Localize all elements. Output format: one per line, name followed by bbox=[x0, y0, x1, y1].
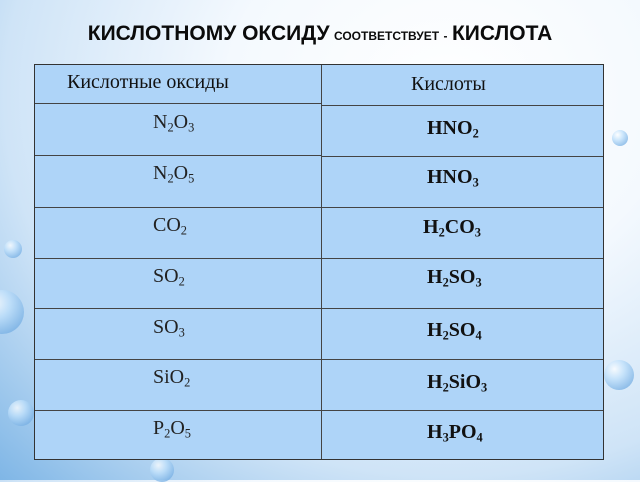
oxide-cell: $N_2O_5$ bbox=[153, 162, 195, 186]
header-oxides: Кислотные оксиды bbox=[67, 71, 229, 93]
decor-bubble bbox=[8, 400, 34, 426]
title-part-2: СООТВЕТСТВУЕТ bbox=[333, 29, 440, 43]
row-divider bbox=[321, 359, 603, 360]
title-part-1: КИСЛОТНОМУ ОКСИДУ bbox=[87, 22, 330, 45]
oxide-cell: $SO_3$ bbox=[153, 316, 185, 340]
acid-cell: $H_2CO_3$ bbox=[423, 216, 481, 240]
acid-cell: $H_2SO_4$ bbox=[427, 319, 482, 343]
oxide-cell: $P_2O_5$ bbox=[153, 417, 191, 441]
row-divider bbox=[321, 258, 603, 259]
decor-bubble bbox=[0, 290, 24, 334]
decor-bubble bbox=[612, 130, 628, 146]
slide-title bbox=[0, 22, 640, 46]
acid-cell: $H_2SO_3$ bbox=[427, 266, 482, 290]
row-divider bbox=[321, 207, 603, 208]
header-acids: Кислоты bbox=[411, 73, 486, 95]
row-divider bbox=[321, 156, 603, 157]
decor-bubble bbox=[604, 360, 634, 390]
acid-cell: $H_3PO_4$ bbox=[427, 421, 483, 445]
decor-bubble bbox=[150, 458, 174, 482]
acid-cell: $HNO_2$ bbox=[427, 117, 479, 141]
acid-cell: $HNO_3$ bbox=[427, 166, 479, 190]
title-part-3: - bbox=[443, 29, 448, 43]
oxide-cell: $SO_2$ bbox=[153, 265, 185, 289]
title-part-4: КИСЛОТА bbox=[451, 22, 553, 45]
oxide-cell: $N_2O_3$ bbox=[153, 111, 195, 135]
row-divider bbox=[321, 105, 603, 106]
acid-cell: $H_2SiO_3$ bbox=[427, 371, 488, 395]
row-divider bbox=[35, 155, 321, 156]
decor-bubble bbox=[4, 240, 22, 258]
row-divider bbox=[35, 410, 321, 411]
oxide-cell: $CO_2$ bbox=[153, 214, 187, 238]
row-divider bbox=[35, 103, 321, 104]
row-divider bbox=[321, 410, 603, 411]
row-divider bbox=[35, 207, 321, 208]
oxide-acid-table bbox=[34, 64, 604, 460]
row-divider bbox=[35, 258, 321, 259]
column-divider bbox=[321, 65, 322, 459]
row-divider bbox=[321, 308, 603, 309]
row-divider bbox=[35, 359, 321, 360]
row-divider bbox=[35, 308, 321, 309]
oxide-cell: SiO$_2$ bbox=[153, 366, 191, 390]
